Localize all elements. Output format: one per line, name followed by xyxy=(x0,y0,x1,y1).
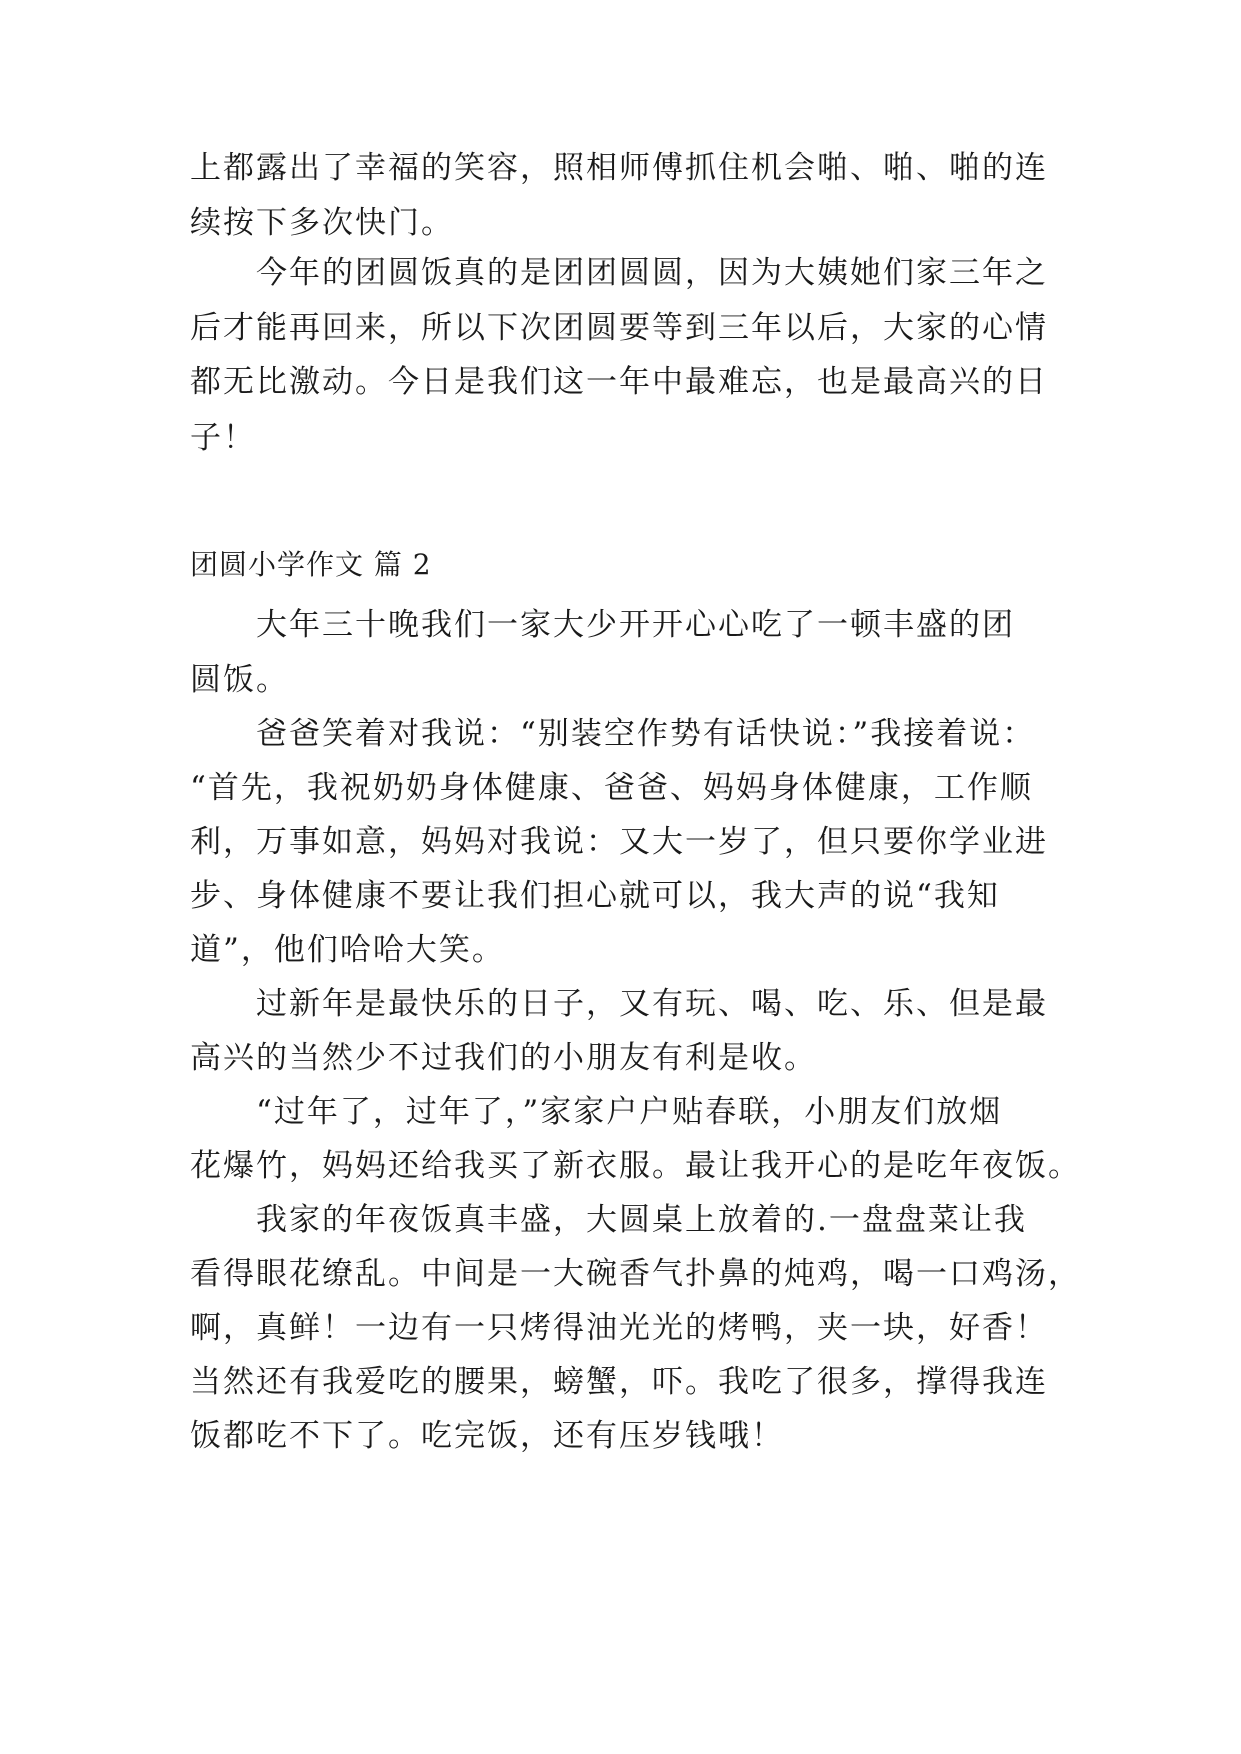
paragraph-line: 后才能再回来，所以下次团圆要等到三年以后，大家的心情 xyxy=(190,310,1048,346)
paragraph-line: “首先，我祝奶奶身体健康、爸爸、妈妈身体健康，工作顺 xyxy=(190,770,1033,806)
paragraph-line: 大年三十晚我们一家大少开开心心吃了一顿丰盛的团 xyxy=(190,607,1015,643)
paragraph-line: 都无比激动。今日是我们这一年中最难忘，也是最高兴的日 xyxy=(190,364,1048,400)
paragraph-line: 花爆竹，妈妈还给我买了新衣服。最让我开心的是吃年夜饭。 xyxy=(190,1148,1081,1184)
paragraph-line: 当然还有我爱吃的腰果，螃蟹，吓。我吃了很多，撑得我连 xyxy=(190,1364,1048,1400)
paragraph-line: 今年的团圆饭真的是团团圆圆，因为大姨她们家三年之 xyxy=(190,255,1048,291)
paragraph-line: 饭都吃不下了。吃完饭，还有压岁钱哦！ xyxy=(190,1418,784,1454)
paragraph-line: 高兴的当然少不过我们的小朋友有利是收。 xyxy=(190,1040,817,1076)
paragraph-line: 圆饭。 xyxy=(190,662,289,698)
paragraph-line: 道”，他们哈哈大笑。 xyxy=(190,932,505,968)
paragraph-line: 子！ xyxy=(190,420,256,456)
section-heading: 团圆小学作文 篇 2 xyxy=(190,548,432,581)
paragraph-line: 看得眼花缭乱。中间是一大碗香气扑鼻的炖鸡，喝一口鸡汤， xyxy=(190,1256,1081,1292)
paragraph-line: 啊，真鲜！一边有一只烤得油光光的烤鸭，夹一块，好香！ xyxy=(190,1310,1048,1346)
paragraph-line: “过年了，过年了，”家家户户贴春联，小朋友们放烟 xyxy=(190,1094,1003,1130)
paragraph-line: 过新年是最快乐的日子，又有玩、喝、吃、乐、但是最 xyxy=(190,986,1048,1022)
paragraph-line: 利，万事如意，妈妈对我说：又大一岁了，但只要你学业进 xyxy=(190,824,1048,860)
paragraph-line: 我家的年夜饭真丰盛，大圆桌上放着的.一盘盘菜让我 xyxy=(190,1202,1027,1238)
paragraph-line: 上都露出了幸福的笑容，照相师傅抓住机会啪、啪、啪的连 xyxy=(190,150,1048,186)
paragraph-line: 续按下多次快门。 xyxy=(190,205,454,241)
paragraph-line: 步、身体健康不要让我们担心就可以，我大声的说“我知 xyxy=(190,878,1000,914)
paragraph-line: 爸爸笑着对我说：“别装空作势有话快说：”我接着说： xyxy=(190,716,1036,752)
